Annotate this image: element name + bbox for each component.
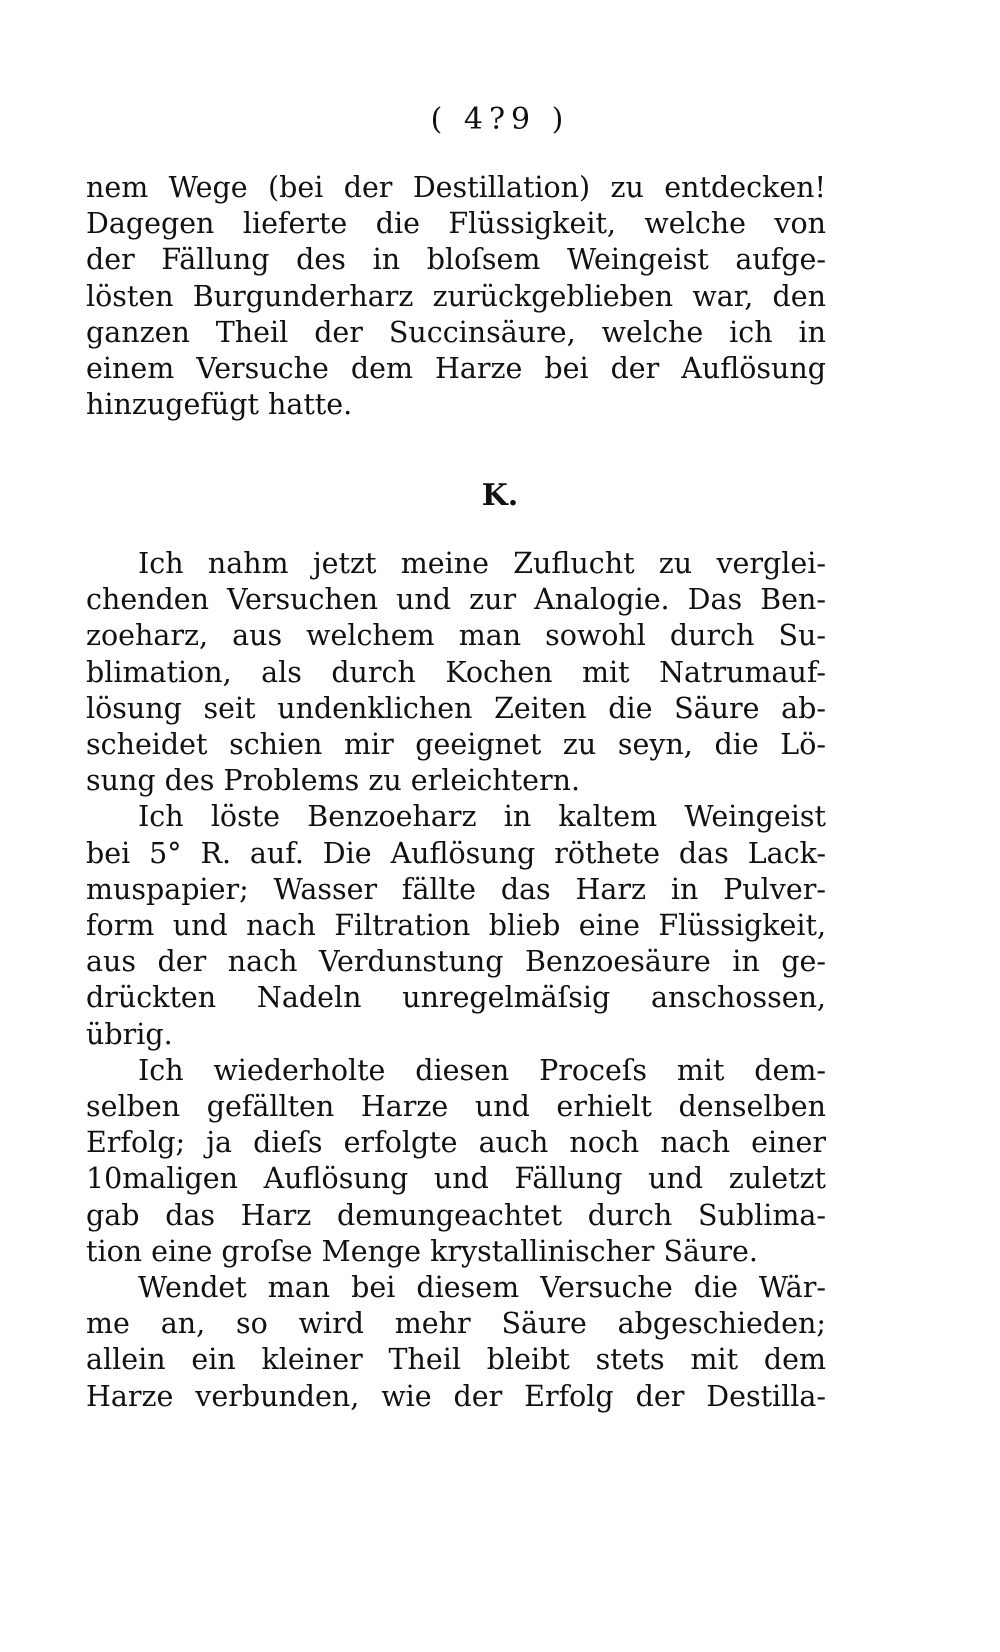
text-line: zoeharz, aus welchem man sowohl durch Su-	[86, 619, 826, 653]
text-line: allein ein kleiner Theil bleibt stets mit dem	[86, 1343, 826, 1377]
text-line: tion eine groſse Menge krystallinischer Säure.	[86, 1234, 758, 1268]
text-line: Wendet man bei diesem Versuche die Wär-	[138, 1271, 826, 1305]
text-line: blimation, als durch Kochen mit Natrumauf-	[86, 655, 826, 689]
text-line: ganzen Theil der Succinsäure, welche ich in	[86, 315, 826, 349]
main-text	[86, 546, 826, 1415]
text-line: Erfolg; ja dieſs erfolgte auch noch nach einer	[86, 1126, 826, 1160]
text-line: Ich nahm jetzt meine Zuflucht zu verglei-	[138, 547, 826, 580]
text-line: übrig.	[86, 1017, 173, 1051]
text-line: einem Versuche dem Harze bei der Auflösung	[86, 352, 826, 386]
text-line: scheidet schien mir geeignet zu seyn, die Lö-	[86, 728, 826, 762]
text-line: nem Wege (bei der Destillation) zu entdecken!	[86, 171, 826, 204]
text-line: der Fällung des in bloſsem Weingeist aufge-	[86, 243, 826, 277]
text-line: aus der nach Verdunstung Benzoesäure in ge-	[86, 945, 826, 979]
text-line: bei 5° R. auf. Die Auflösung röthete das Lack-	[86, 836, 826, 870]
page-number: ( 4?9 )	[430, 102, 570, 137]
text-line: gab das Harz demungeachtet durch Sublima-	[86, 1198, 826, 1232]
text-line: hinzugefügt hatte.	[86, 388, 353, 422]
text-line: form und nach Filtration blieb eine Flüssigkeit,	[86, 909, 826, 943]
text-line: sung des Problems zu erleichtern.	[86, 764, 581, 798]
text-line: Ich wiederholte diesen Proceſs mit dem-	[138, 1053, 826, 1087]
text-line: selben gefällten Harze und erhielt denselben	[86, 1090, 826, 1124]
text-line: 10maligen Auflösung und Fällung und zuletzt	[86, 1162, 826, 1196]
text-line: lösung seit undenklichen Zeiten die Säure ab-	[86, 691, 826, 725]
text-line: muspapier; Wasser fällte das Harz in Pulver-	[86, 872, 826, 906]
text-line: Dagegen lieferte die Flüssigkeit, welche von	[86, 207, 826, 241]
text-line: chenden Versuchen und zur Analogie. Das Ben-	[86, 583, 826, 617]
text-line: Harze verbunden, wie der Erfolg der Destilla-	[86, 1379, 826, 1413]
text-line: lösten Burgunderharz zurückgeblieben war, den	[86, 279, 826, 313]
text-line: me an, so wird mehr Säure abgeschieden;	[86, 1307, 826, 1341]
section-heading: K.	[481, 478, 519, 513]
top-paragraph	[86, 170, 826, 423]
text-line: drückten Nadeln unregelmäſsig anschossen,	[86, 981, 826, 1015]
text-line: Ich löste Benzoeharz in kaltem Weingeist	[138, 800, 826, 834]
